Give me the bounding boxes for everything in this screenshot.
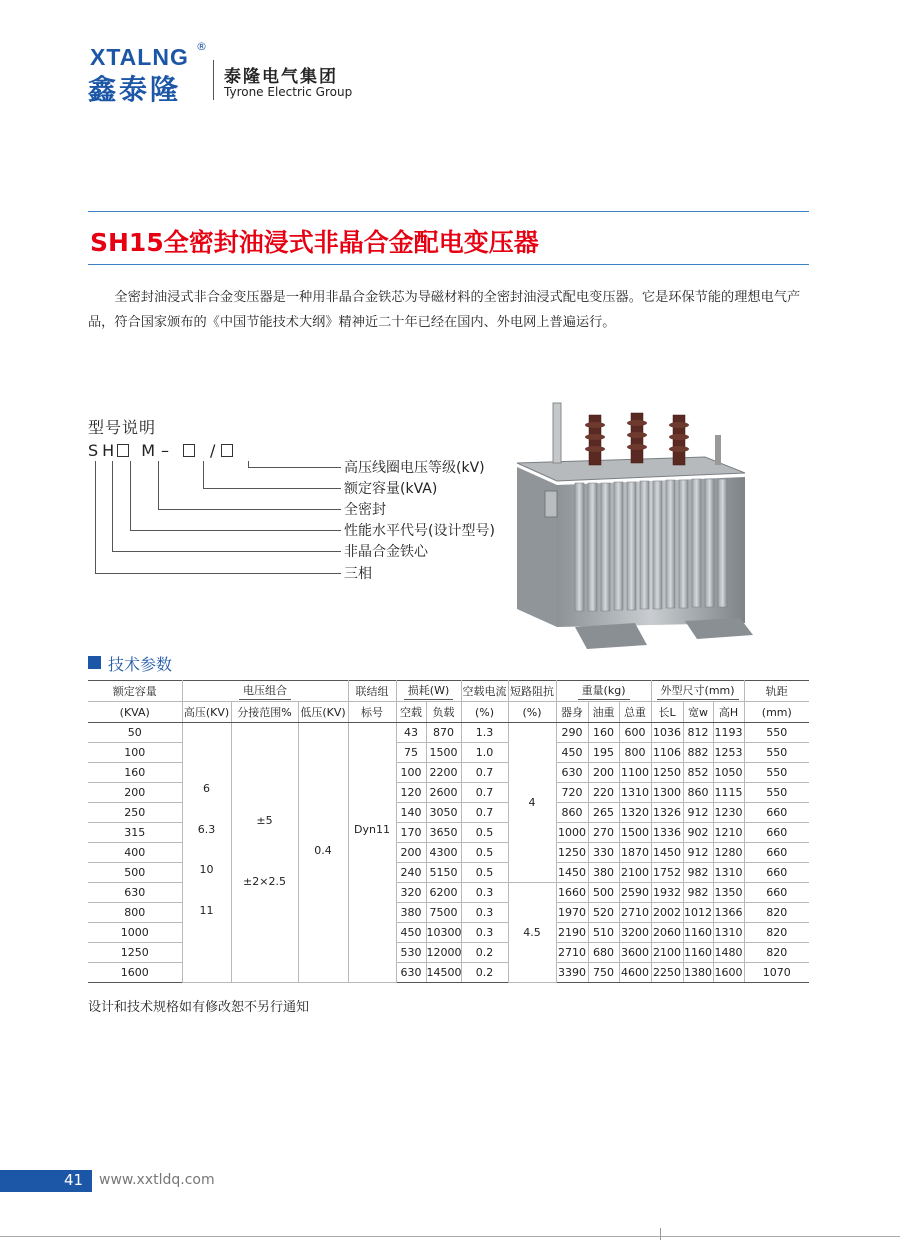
cell-body-weight: 1450 [556, 863, 588, 883]
cell-body-weight: 3390 [556, 963, 588, 983]
cell-oil-weight: 510 [588, 923, 619, 943]
cell-noload-loss: 43 [396, 723, 426, 743]
th-impedance: 短路阻抗 [508, 681, 556, 702]
cell-lv: 0.4 [298, 723, 348, 983]
cell-width: 1160 [683, 923, 713, 943]
code-m: M [141, 440, 155, 460]
cell-height: 1210 [713, 823, 744, 843]
cell-oil-weight: 200 [588, 763, 619, 783]
brand-logo-cn: 鑫泰隆 [88, 73, 182, 106]
th-voltage: 电压组合 [182, 681, 348, 702]
cell-height: 1115 [713, 783, 744, 803]
cell-oil-weight: 220 [588, 783, 619, 803]
title-rule-top [88, 211, 809, 212]
section-marker [88, 656, 101, 669]
cell-width: 882 [683, 743, 713, 763]
cell-height: 1480 [713, 943, 744, 963]
cell-oil-weight: 265 [588, 803, 619, 823]
cell-noload-loss: 630 [396, 963, 426, 983]
th2-impedance-pct: (%) [508, 702, 556, 723]
th-group: 联结组 [348, 681, 396, 702]
table-header-row [88, 681, 809, 702]
cell-noload-current: 0.7 [461, 803, 508, 823]
cell-width: 912 [683, 843, 713, 863]
th2-noload: 空载 [396, 702, 426, 723]
code-box-performance [117, 444, 129, 457]
th2-lv: 低压(KV) [298, 702, 348, 723]
legend-voltage: 高压线圈电压等级(kV) [344, 460, 485, 476]
cell-load-loss: 7500 [426, 903, 461, 923]
cell-height: 1310 [713, 923, 744, 943]
cell-length: 1932 [651, 883, 683, 903]
cell-load-loss: 2200 [426, 763, 461, 783]
cell-body-weight: 450 [556, 743, 588, 763]
code-box-capacity [183, 444, 195, 457]
cell-oil-weight: 160 [588, 723, 619, 743]
cell-width: 852 [683, 763, 713, 783]
cell-load-loss: 2600 [426, 783, 461, 803]
cell-capacity: 630 [88, 883, 182, 903]
th2-width: 宽w [683, 702, 713, 723]
cell-gauge: 660 [744, 843, 809, 863]
cell-gauge: 660 [744, 803, 809, 823]
legend-phase: 三相 [344, 566, 372, 582]
cell-noload-loss: 170 [396, 823, 426, 843]
th2-tap: 分接范围% [231, 702, 298, 723]
cell-gauge: 1070 [744, 963, 809, 983]
cell-capacity: 1000 [88, 923, 182, 943]
cell-oil-weight: 500 [588, 883, 619, 903]
cell-noload-current: 1.0 [461, 743, 508, 763]
cell-width: 1160 [683, 943, 713, 963]
th-noload-current: 空载电流 [461, 681, 508, 702]
cell-width: 982 [683, 863, 713, 883]
cell-load-loss: 3050 [426, 803, 461, 823]
cell-total-weight: 3600 [619, 943, 651, 963]
cell-oil-weight: 520 [588, 903, 619, 923]
cell-oil-weight: 680 [588, 943, 619, 963]
th-gauge: 轨距 [744, 681, 809, 702]
cell-tap-group [231, 723, 298, 983]
legend-sealed: 全密封 [344, 502, 386, 518]
spec-table-body [88, 723, 809, 983]
cell-load-loss: 6200 [426, 883, 461, 903]
model-title: 型号说明 [88, 418, 157, 437]
th2-current-pct: (%) [461, 702, 508, 723]
cell-capacity: 1250 [88, 943, 182, 963]
code-s: S [88, 440, 99, 460]
cell-load-loss: 5150 [426, 863, 461, 883]
cell-noload-loss: 530 [396, 943, 426, 963]
cell-noload-current: 0.2 [461, 963, 508, 983]
cell-noload-loss: 120 [396, 783, 426, 803]
cell-length: 1106 [651, 743, 683, 763]
cell-width: 1380 [683, 963, 713, 983]
cell-gauge: 660 [744, 883, 809, 903]
cell-noload-loss: 450 [396, 923, 426, 943]
cell-gauge: 550 [744, 723, 809, 743]
cell-oil-weight: 750 [588, 963, 619, 983]
cell-length: 1250 [651, 763, 683, 783]
cell-load-loss: 14500 [426, 963, 461, 983]
th2-load: 负载 [426, 702, 461, 723]
cell-capacity: 50 [88, 723, 182, 743]
cell-total-weight: 1870 [619, 843, 651, 863]
tap-value: ±2×2.5 [243, 874, 286, 888]
cell-body-weight: 630 [556, 763, 588, 783]
cell-oil-weight: 195 [588, 743, 619, 763]
cell-load-loss: 3650 [426, 823, 461, 843]
cell-body-weight: 1660 [556, 883, 588, 903]
registered-mark: ® [196, 40, 207, 53]
cell-load-loss: 10300 [426, 923, 461, 943]
cell-length: 1300 [651, 783, 683, 803]
hv-value: 6 [203, 782, 210, 795]
cell-height: 1350 [713, 883, 744, 903]
cell-noload-loss: 200 [396, 843, 426, 863]
cell-noload-current: 0.5 [461, 863, 508, 883]
cell-height: 1050 [713, 763, 744, 783]
legend-capacity: 额定容量(kVA) [344, 481, 438, 497]
cell-total-weight: 3200 [619, 923, 651, 943]
cell-body-weight: 720 [556, 783, 588, 803]
cell-load-loss: 870 [426, 723, 461, 743]
cell-total-weight: 1100 [619, 763, 651, 783]
cell-total-weight: 2710 [619, 903, 651, 923]
cell-height: 1600 [713, 963, 744, 983]
bottom-tick [660, 1228, 661, 1240]
cell-height: 1230 [713, 803, 744, 823]
cell-body-weight: 1250 [556, 843, 588, 863]
cell-capacity: 100 [88, 743, 182, 763]
th2-length: 长L [651, 702, 683, 723]
cell-capacity: 400 [88, 843, 182, 863]
cell-noload-current: 0.5 [461, 823, 508, 843]
cell-body-weight: 860 [556, 803, 588, 823]
hv-value: 11 [199, 903, 214, 917]
cell-length: 1450 [651, 843, 683, 863]
tap-value: ±5 [256, 814, 273, 827]
group-name-cn: 泰隆电气集团 [224, 67, 338, 87]
cell-load-loss: 12000 [426, 943, 461, 963]
th2-hv: 高压(KV) [182, 702, 231, 723]
cell-capacity: 315 [88, 823, 182, 843]
cell-noload-loss: 140 [396, 803, 426, 823]
cell-length: 2250 [651, 963, 683, 983]
cell-length: 2002 [651, 903, 683, 923]
cell-total-weight: 4600 [619, 963, 651, 983]
code-box-voltage [221, 444, 233, 457]
cell-oil-weight: 270 [588, 823, 619, 843]
th2-mm: (mm) [744, 702, 809, 723]
cell-width: 912 [683, 803, 713, 823]
cell-height: 1310 [713, 863, 744, 883]
brand-logo-en: XTALNG [90, 44, 189, 70]
table-subheader-row [88, 702, 809, 723]
cell-gauge: 820 [744, 943, 809, 963]
cell-gauge: 550 [744, 783, 809, 803]
cell-capacity: 160 [88, 763, 182, 783]
cell-noload-current: 0.3 [461, 883, 508, 903]
transformer-photo [505, 395, 765, 655]
cell-noload-loss: 380 [396, 903, 426, 923]
cell-oil-weight: 380 [588, 863, 619, 883]
legend-core: 非晶合金铁心 [344, 544, 428, 560]
hv-value: 6.3 [197, 822, 216, 836]
cell-noload-current: 0.3 [461, 903, 508, 923]
cell-gauge: 660 [744, 863, 809, 883]
cell-noload-current: 0.5 [461, 843, 508, 863]
cell-height: 1193 [713, 723, 744, 743]
group-name-en: Tyrone Electric Group [224, 85, 353, 99]
cell-body-weight: 2190 [556, 923, 588, 943]
code-slash: / [210, 440, 216, 460]
cell-gauge: 550 [744, 743, 809, 763]
cell-capacity: 200 [88, 783, 182, 803]
cell-gauge: 820 [744, 903, 809, 923]
cell-width: 1012 [683, 903, 713, 923]
cell-load-loss: 4300 [426, 843, 461, 863]
cell-noload-loss: 320 [396, 883, 426, 903]
cell-noload-loss: 75 [396, 743, 426, 763]
cell-noload-current: 0.7 [461, 763, 508, 783]
cell-length: 1752 [651, 863, 683, 883]
cell-noload-current: 1.3 [461, 723, 508, 743]
cell-capacity: 500 [88, 863, 182, 883]
cell-length: 1036 [651, 723, 683, 743]
model-code [88, 440, 233, 460]
cell-body-weight: 1970 [556, 903, 588, 923]
code-h: H [102, 440, 115, 460]
cell-gauge: 660 [744, 823, 809, 843]
cell-noload-current: 0.2 [461, 943, 508, 963]
cell-capacity: 800 [88, 903, 182, 923]
cell-total-weight: 600 [619, 723, 651, 743]
disclaimer-note: 设计和技术规格如有修改恕不另行通知 [88, 1000, 310, 1015]
cell-length: 1326 [651, 803, 683, 823]
cell-width: 812 [683, 723, 713, 743]
th-weight: 重量(kg) [556, 681, 651, 702]
cell-length: 2060 [651, 923, 683, 943]
cell-body-weight: 290 [556, 723, 588, 743]
spec-table [88, 680, 809, 983]
title-rule-bottom [88, 264, 809, 265]
th2-oil: 油重 [588, 702, 619, 723]
cell-gauge: 820 [744, 923, 809, 943]
bottom-rule [0, 1236, 900, 1237]
cell-noload-current: 0.3 [461, 923, 508, 943]
cell-width: 902 [683, 823, 713, 843]
cell-oil-weight: 330 [588, 843, 619, 863]
code-dash: – [161, 440, 169, 460]
th2-group: 标号 [348, 702, 396, 723]
website-url: www.xxtldq.com [99, 1172, 215, 1188]
cell-hv-group [182, 723, 231, 983]
legend-performance: 性能水平代号(设计型号) [344, 523, 495, 539]
th2-total: 总重 [619, 702, 651, 723]
cell-total-weight: 2590 [619, 883, 651, 903]
cell-height: 1253 [713, 743, 744, 763]
cell-width: 982 [683, 883, 713, 903]
th2-kva: (KVA) [88, 702, 182, 723]
cell-total-weight: 1500 [619, 823, 651, 843]
cell-length: 1336 [651, 823, 683, 843]
cell-noload-current: 0.7 [461, 783, 508, 803]
th2-body: 器身 [556, 702, 588, 723]
hv-value: 10 [199, 863, 214, 876]
legend-line-phase [95, 461, 341, 574]
cell-impedance: 4.5 [508, 883, 556, 983]
intro-paragraph: 全密封油浸式非合金变压器是一种用非晶合金铁芯为导磁材料的全密封油浸式配电变压器。它是环保节能的理想电气产品，符合国家颁布的《中国节能技术大纲》精神近二十年已经在国内、外电网上普遍运行。 [88, 290, 801, 330]
cell-group: Dyn11 [348, 723, 396, 983]
table-row [88, 723, 809, 743]
cell-total-weight: 2100 [619, 863, 651, 883]
cell-noload-loss: 100 [396, 763, 426, 783]
cell-capacity: 1600 [88, 963, 182, 983]
cell-height: 1280 [713, 843, 744, 863]
th-capacity: 额定容量 [88, 681, 182, 702]
cell-body-weight: 1000 [556, 823, 588, 843]
cell-height: 1366 [713, 903, 744, 923]
cell-total-weight: 800 [619, 743, 651, 763]
cell-noload-loss: 240 [396, 863, 426, 883]
cell-length: 2100 [651, 943, 683, 963]
cell-impedance: 4 [508, 723, 556, 883]
th-loss: 损耗(W) [396, 681, 461, 702]
cell-total-weight: 1310 [619, 783, 651, 803]
cell-gauge: 550 [744, 763, 809, 783]
section-title: 技术参数 [108, 655, 173, 674]
page-title: SH15全密封油浸式非晶合金配电变压器 [90, 228, 539, 257]
th-dimensions: 外型尺寸(mm) [651, 681, 744, 702]
cell-load-loss: 1500 [426, 743, 461, 763]
cell-capacity: 250 [88, 803, 182, 823]
cell-body-weight: 2710 [556, 943, 588, 963]
cell-total-weight: 1320 [619, 803, 651, 823]
logo-divider [213, 60, 214, 100]
page-number: 41 [64, 1171, 84, 1189]
cell-width: 860 [683, 783, 713, 803]
th2-height: 高H [713, 702, 744, 723]
